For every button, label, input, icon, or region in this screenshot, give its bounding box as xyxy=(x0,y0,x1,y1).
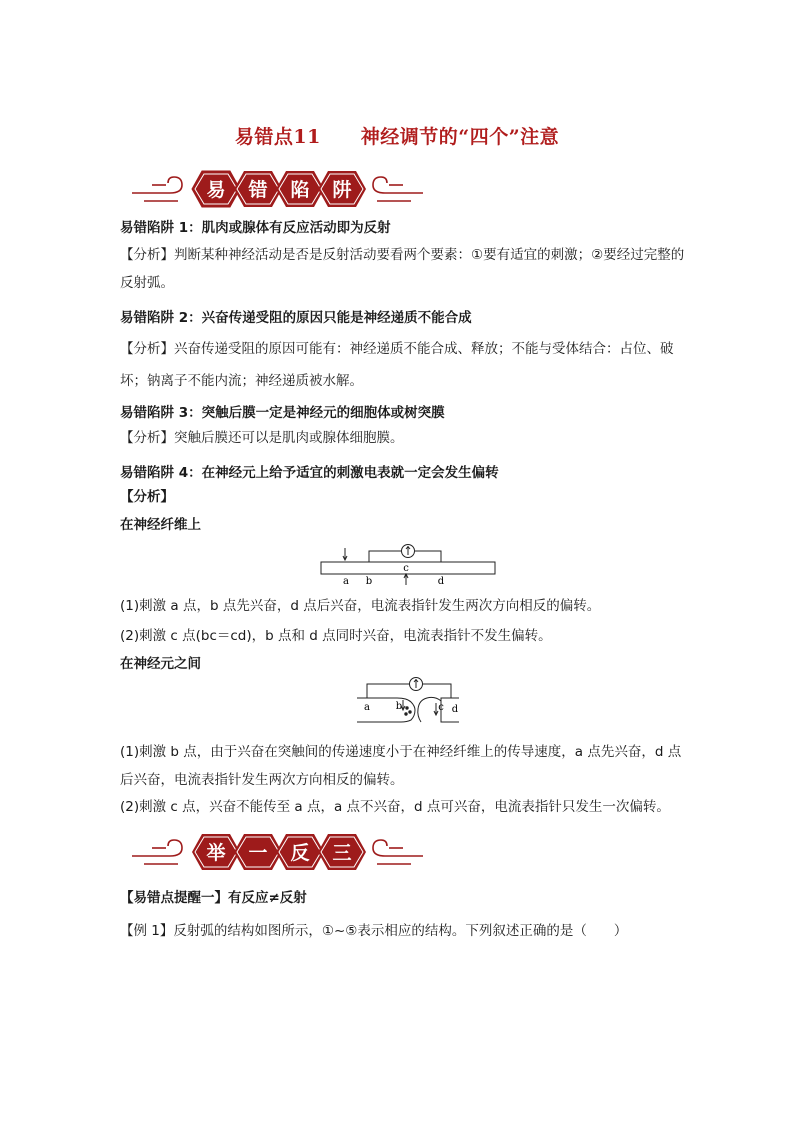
point-c-label: c xyxy=(403,563,409,574)
trap2-heading: 易错陷阱 2：兴奋传递受阻的原因只能是神经递质不能合成 xyxy=(120,310,472,326)
section-banner-traps xyxy=(130,163,425,215)
trap1-heading: 易错陷阱 1：肌肉或腺体有反应活动即为反射 xyxy=(120,220,391,236)
trap4-fiber-point2: (2)刺激 c 点(bc＝cd)，b 点和 d 点同时兴奋，电流表指针不发生偏转。 xyxy=(120,628,552,644)
wire-right xyxy=(422,684,451,698)
reminder-heading: 【易错点提醒一】有反应≠反射 xyxy=(120,890,307,906)
trap1-analysis: 【分析】判断某种神经活动是否是反射活动要看两个要素：①要有适宜的刺激；②要经过完整的反射弧。 xyxy=(120,247,685,291)
trap4-synapse-point2: (2)刺激 c 点，兴奋不能传至 a 点，a 点不兴奋，d 点可兴奋，电流表指针只发生一次偏转。 xyxy=(120,799,670,815)
point-a-label: a xyxy=(343,576,349,587)
right-cloud-ornament xyxy=(373,840,423,864)
right-cloud-ornament xyxy=(373,177,423,201)
banner-char: 举 xyxy=(206,842,226,864)
point-b-label: b xyxy=(395,701,403,712)
point-d-label: d xyxy=(451,704,459,715)
point-d-label: d xyxy=(437,576,445,587)
banner-char: 易 xyxy=(206,179,226,201)
trap4-fiber-point1: (1)刺激 a 点，b 点先兴奋，d 点后兴奋，电流表指针发生两次方向相反的偏转。 xyxy=(120,598,601,614)
wire-right xyxy=(415,551,441,562)
trap4-synapse-point1: (1)刺激 b 点，由于兴奋在突触间的传递速度小于在神经纤维上的传导速度，a 点先兴奋，d 点后兴奋，电流表指针发生两次方向相反的偏转。 xyxy=(120,744,682,788)
left-cloud-ornament xyxy=(132,840,182,864)
trap4-heading: 易错陷阱 4：在神经元上给予适宜的刺激电表就一定会发生偏转 xyxy=(120,465,499,481)
figure-synapse xyxy=(355,676,465,728)
title-topic-number: 易错点11 xyxy=(234,126,321,148)
wire-left xyxy=(369,551,401,562)
example-1-question: 【例 1】反射弧的结构如图所示，①~⑤表示相应的结构。下列叙述正确的是（ ） xyxy=(120,923,628,939)
point-a-label: a xyxy=(364,702,370,713)
page-title xyxy=(0,122,794,149)
banner-char: 三 xyxy=(332,842,352,864)
wire-left xyxy=(367,684,410,698)
point-c-label: c xyxy=(438,702,444,713)
title-topic-name: 神经调节的“四个”注意 xyxy=(360,126,560,148)
banner-char: 一 xyxy=(248,842,268,864)
figure-nerve-fiber xyxy=(318,542,498,590)
point-b-label: b xyxy=(365,576,373,587)
banner-char: 陷 xyxy=(290,179,310,201)
trap3-heading: 易错陷阱 3：突触后膜一定是神经元的细胞体或树突膜 xyxy=(120,405,445,421)
section-banner-examples xyxy=(130,826,425,878)
banner-char: 阱 xyxy=(332,179,352,201)
banner-char: 反 xyxy=(290,842,310,864)
trap4-analysis-label: 【分析】 xyxy=(120,489,174,505)
left-cloud-ornament xyxy=(132,177,182,201)
banner-char: 错 xyxy=(248,179,268,201)
trap3-analysis: 【分析】突触后膜还可以是肌肉或腺体细胞膜。 xyxy=(120,430,404,446)
trap2-analysis: 【分析】兴奋传递受阻的原因可能有：神经递质不能合成、释放；不能与受体结合：占位、破坏；钠离子不能内流；神经递质被水解。 xyxy=(120,341,674,389)
trap4-sub-neurons: 在神经元之间 xyxy=(120,656,201,672)
trap4-sub-fiber: 在神经纤维上 xyxy=(120,517,201,533)
stimulus-arrow-c-icon xyxy=(404,574,408,585)
stimulus-arrow-a-icon xyxy=(343,548,347,560)
